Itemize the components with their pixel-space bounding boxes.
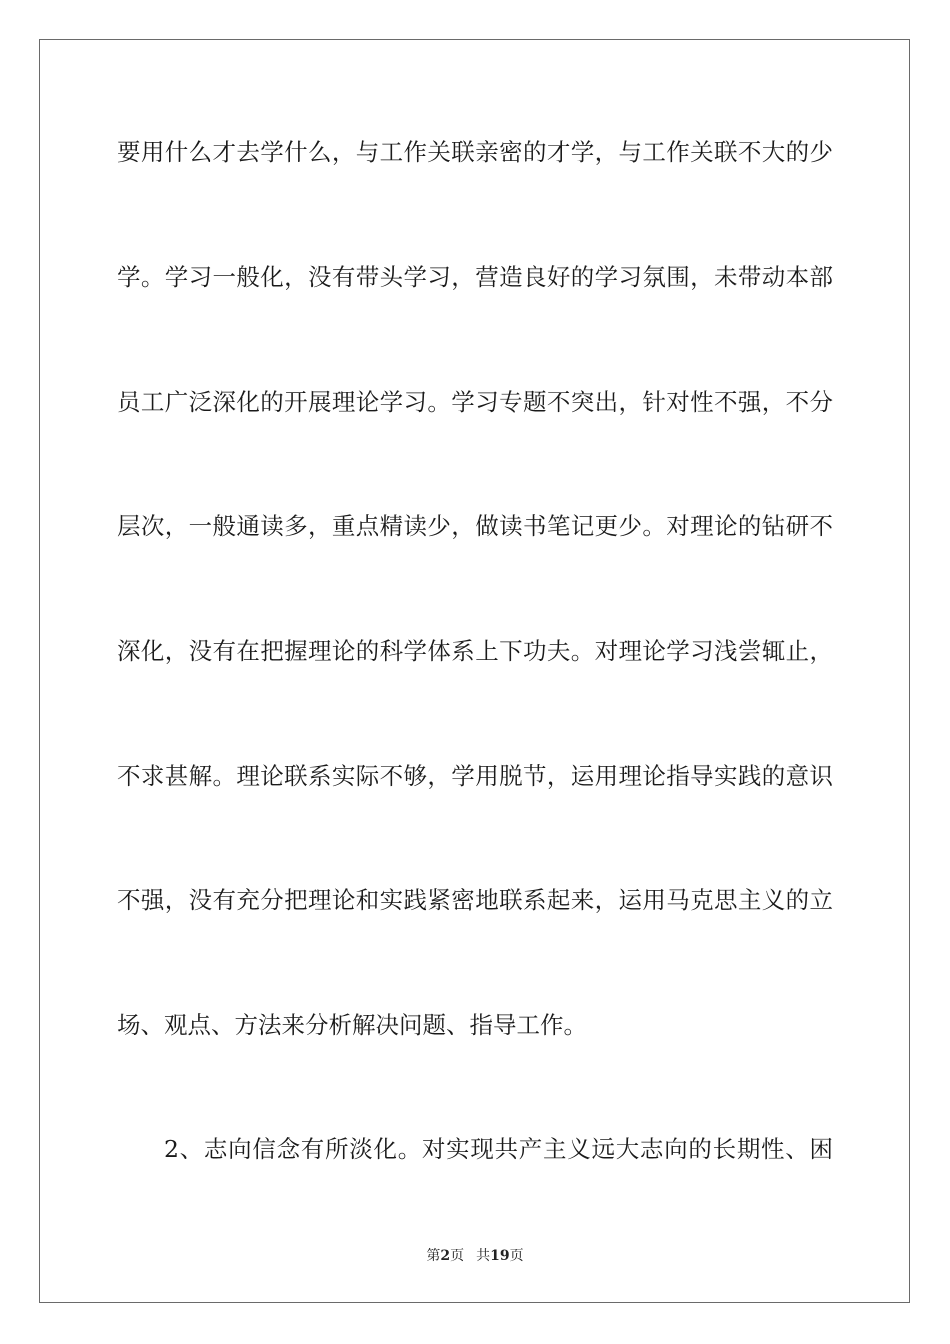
page-border [39,39,910,1303]
text-line-3: 员工广泛深化的开展理论学习。学习专题不突出，针对性不强，不分 [117,388,833,416]
current-page-number: 2 [440,1248,451,1264]
text-line-1: 要用什么才去学什么，与工作关联亲密的才学，与工作关联不大的少 [117,138,833,166]
page-prefix: 第 [426,1248,441,1264]
text-line-2: 学。学习一般化，没有带头学习，营造良好的学习氛围，未带动本部 [117,263,833,291]
total-suffix: 页 [509,1248,524,1264]
total-page-count: 19 [490,1248,510,1264]
text-line-7: 不强，没有充分把理论和实践紧密地联系起来，运用马克思主义的立 [117,886,833,914]
text-line-4: 层次，一般通读多，重点精读少，做读书笔记更少。对理论的钻研不 [117,512,833,540]
text-line-6: 不求甚解。理论联系实际不够，学用脱节，运用理论指导实践的意识 [117,762,833,790]
page-suffix: 页 [450,1248,465,1264]
text-line-5: 深化，没有在把握理论的科学体系上下功夫。对理论学习浅尝辄止， [117,637,833,665]
total-prefix: 共 [476,1248,491,1264]
page-footer [0,1247,950,1265]
paragraph-2-first-line: 2、志向信念有所淡化。对实现共产主义远大志向的长期性、困 [164,1135,833,1163]
text-line-8: 场、观点、方法来分析解决问题、指导工作。 [117,1011,587,1039]
